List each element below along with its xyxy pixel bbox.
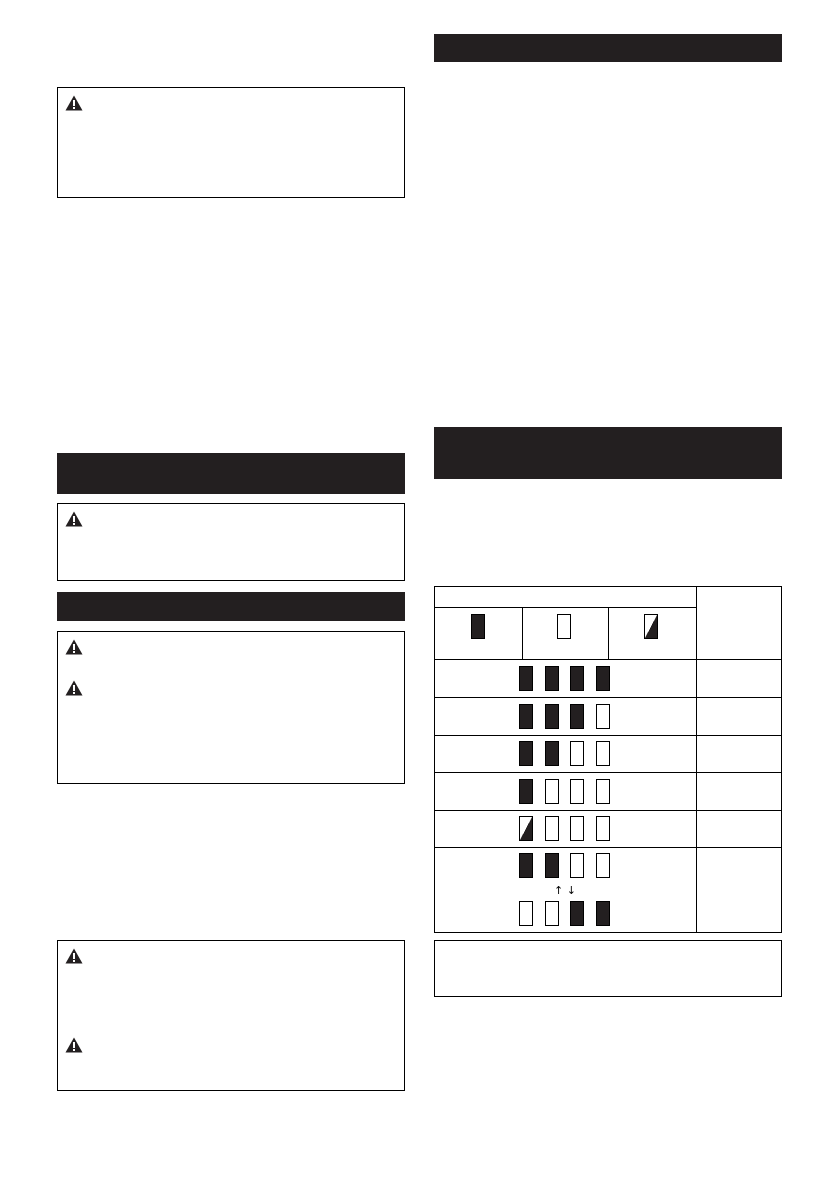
warning-triangle-icon [65, 1037, 83, 1053]
table-rule [696, 587, 697, 932]
indicator-lamp-on [519, 666, 533, 691]
indicator-lamp-on [519, 853, 533, 878]
indicator-lamp-off [545, 901, 559, 926]
indicator-lamp-on [570, 666, 584, 691]
table-rule [435, 772, 781, 773]
table-rule [522, 607, 523, 659]
indicator-lamp-on [596, 901, 610, 926]
indicator-lamp-off [596, 853, 610, 878]
indicator-lamp-off [596, 816, 610, 841]
table-rule [435, 810, 781, 811]
table-rule [435, 847, 781, 848]
legend-lamp-off [557, 614, 571, 639]
indicator-lamp-on [519, 741, 533, 766]
section-heading-bar-3 [434, 34, 782, 62]
legend-lamp-on [471, 614, 485, 639]
note-box [434, 940, 782, 997]
indicator-lamp-on [545, 741, 559, 766]
alternation-arrows: ↑ ↓ [554, 884, 576, 897]
indicator-lamp-on [519, 779, 533, 804]
table-rule [608, 607, 609, 659]
indicator-lamp-off [570, 779, 584, 804]
indicator-lamp-off [570, 741, 584, 766]
indicator-lamp-on [596, 666, 610, 691]
warning-box-1 [57, 87, 405, 198]
warning-box-2 [57, 503, 405, 581]
table-rule [435, 659, 781, 660]
warning-box-4 [57, 940, 405, 1091]
section-heading-bar-2 [57, 592, 405, 621]
indicator-lamp-off [519, 901, 533, 926]
indicator-lamp-off [545, 779, 559, 804]
warning-triangle-icon [65, 639, 83, 655]
indicator-lamp-blinking [519, 816, 533, 841]
indicator-lamp-on [545, 704, 559, 729]
section-heading-bar-1 [57, 453, 405, 494]
indicator-lamp-off [570, 853, 584, 878]
battery-indicator-table [434, 586, 782, 933]
indicator-lamp-on [545, 666, 559, 691]
indicator-lamp-on [519, 704, 533, 729]
indicator-lamp-off [545, 816, 559, 841]
warning-triangle-icon [65, 680, 83, 696]
warning-triangle-icon [65, 511, 83, 527]
indicator-lamp-on [545, 853, 559, 878]
table-rule [435, 735, 781, 736]
legend-lamp-blinking [644, 614, 658, 639]
section-heading-bar-4 [434, 427, 782, 479]
warning-box-3 [57, 631, 405, 784]
warning-triangle-icon [65, 948, 83, 964]
indicator-lamp-on [570, 901, 584, 926]
table-rule [435, 697, 781, 698]
warning-triangle-icon [65, 95, 83, 111]
indicator-lamp-on [570, 704, 584, 729]
indicator-lamp-off [596, 779, 610, 804]
indicator-lamp-off [596, 704, 610, 729]
indicator-lamp-off [570, 816, 584, 841]
indicator-lamp-off [596, 741, 610, 766]
table-rule [435, 607, 696, 608]
